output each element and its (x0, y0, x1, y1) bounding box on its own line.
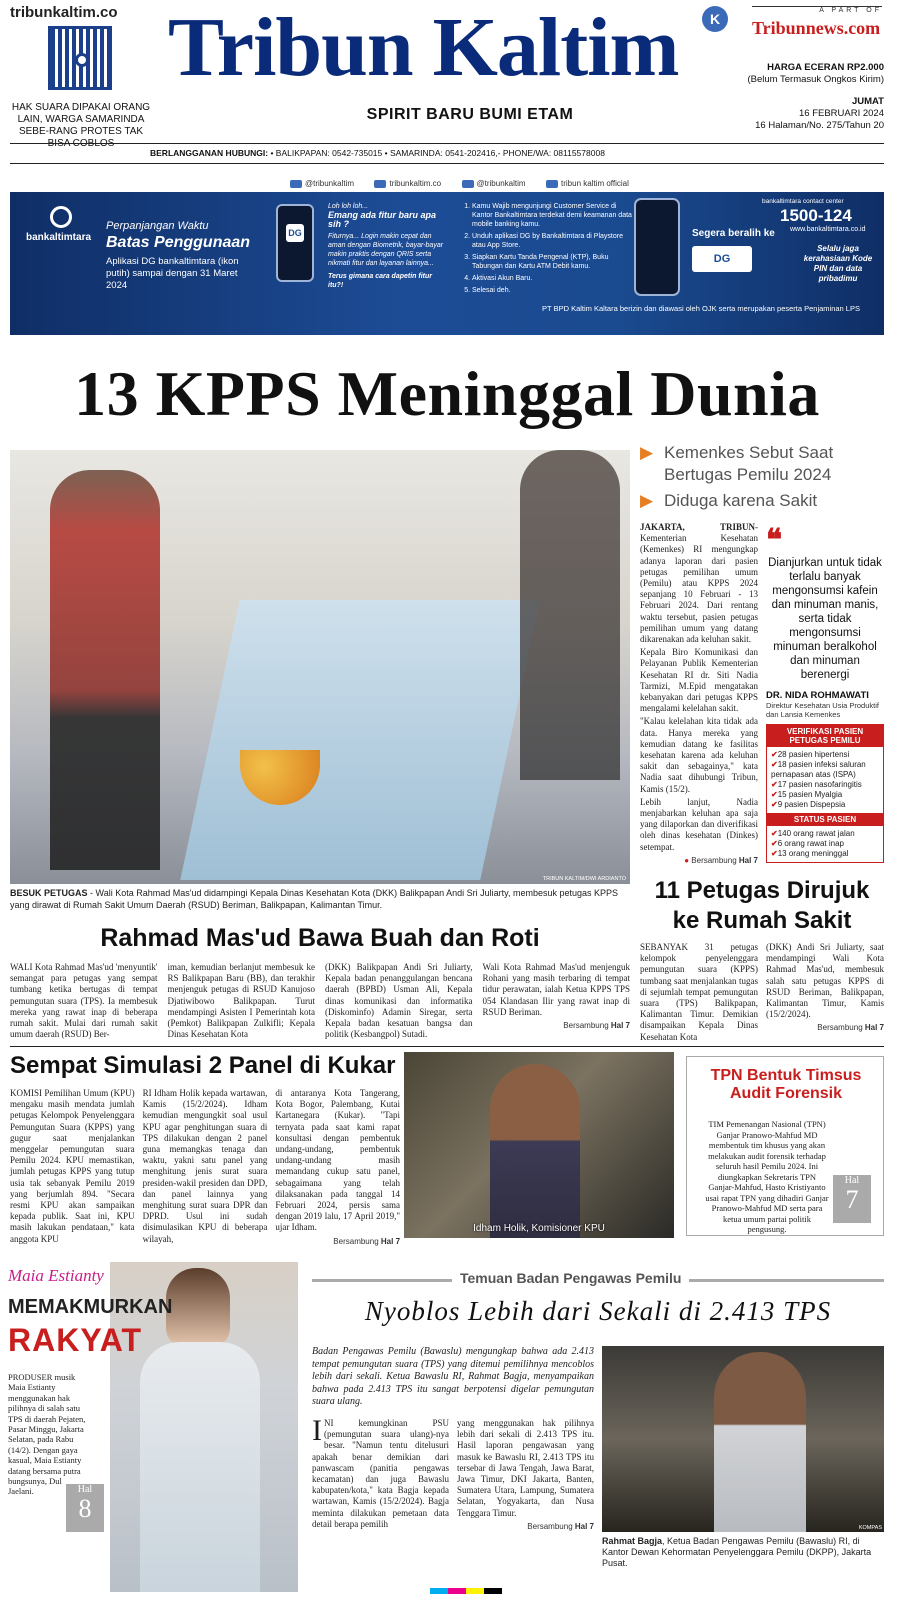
issue-day: JUMAT (851, 96, 884, 107)
network-brand[interactable]: Tribunnews.com (752, 18, 881, 38)
tpn-body: TIM Pemenangan Nasional (TPN) Ganjar Pranowo-Mahfud MD membentuk tim khusus yang akan melakukan audit forensik terhadap seluruh hasil Pemilu 2024. Ini diungkapkan Sekretaris TPN Ganjar-Mahfud, Hasto Kristiyanto usai rapat TPN yang dihadiri Ganjar Pranowo-Mahfud MD serta para ketua umum partai politik pengusung. (705, 1119, 829, 1234)
photo-figure-right (520, 450, 620, 780)
social-link[interactable]: tribun kaltim official (546, 179, 629, 188)
subscribe-bar (150, 148, 850, 158)
subhead: ▶ Kemenkes Sebut Saat Bertugas Pemilu 2024 (640, 443, 834, 484)
factbox-title: STATUS PASIEN (767, 813, 883, 826)
part-of-label: A PART OF (752, 6, 882, 14)
story4-columns (10, 1088, 400, 1247)
website[interactable]: www.bankaltimtara.co.id (790, 226, 866, 233)
continued-link[interactable]: Bersambung Hal 7 (817, 1023, 884, 1033)
factbox-list: ✔ 140 orang rawat jalan ✔ 6 orang rawat inap ✔ 13 orang meninggal (767, 826, 883, 862)
factbox (766, 724, 884, 863)
story3-columns (640, 942, 884, 1045)
story-para: "Kalau kelelahan kita tidak ada data. Hanya mereka yang kemudian datang ke fasilitas kesehatan karena ada keluhan sakit dan sebagainya," kata Nadia saat dihubungi Tribun, Kamis (15/2). (640, 716, 758, 794)
ad-footer: PT BPD Kaltim Kaltara berizin dan diawasi oleh OJK serta merupakan peserta Penjaminan LPS (542, 304, 860, 313)
caption-text: - Wali Kota Rahmad Mas'ud didampingi Kepala Dinas Kesehatan Kota (DKK) Balikpapan Andi Sri Juliarty, membesuk petugas KPPS yang dirawat di Rumah Sakit Umum Daerah (RSUD) Beriman, Balikpapan, Kalimantan Timur. (10, 888, 619, 910)
photo-caption (10, 888, 630, 911)
maia-box (6, 1262, 298, 1592)
maia-name: Maia Estianty (8, 1266, 104, 1285)
maia-body: PRODUSER musik Maia Estianty menggunakan hak pilihnya di salah satu TPS di daerah Pejaten, Pasar Minggu, Jakarta Selatan, pada Rabu (14/2). Dengan gaya kasual, Maia Estianty datang bersama putra bungsunya, Dul Jaelani. (8, 1372, 86, 1497)
photo-credit: TRIBUN KALTIM/DWI ARDIANTO (542, 876, 626, 882)
phone-mockup-2 (634, 198, 680, 296)
continued-link[interactable]: Bersambung Hal 7 (563, 1021, 630, 1031)
caption-text: , Ketua Badan Pengawas Pemilu (Bawaslu) RI, di Kantor Dewan Kehormatan Penyelenggara Pemilu (DKPP), Jakarta Pusat. (602, 1536, 872, 1568)
bawaslu-columns (312, 1414, 594, 1532)
social-icon (290, 180, 302, 188)
arrow-icon: ● (684, 855, 690, 865)
bank-logo-icon (50, 206, 72, 228)
bank-ad[interactable] (10, 192, 884, 335)
site-url[interactable]: tribunkaltim.co (10, 4, 118, 21)
tagline: SPIRIT BARU BUMI ETAM (366, 106, 574, 123)
ad-heading-2: Batas Penggunaan (106, 234, 251, 251)
price-note: (Belum Termasuk Ongkos Kirim) (747, 74, 884, 85)
story-column: KOMISI Pemilihan Umum (KPU) mengaku masih mendata jumlah petugas Kelompok Penyelenggara Pemungutan Suara (KPPS) yang gugur saat menjalankan menggelar pemungutan suara Pemilu 2024. KPU memastikan, jumlah petugas KPPS yang tutup usia tak sebanyak Pemilu 2019 yang berjumlah 894. "Secara resmi KPU akan sampaikan kepada publik. Saat ini, KPU masih lakukan pendataan," kata anggota KPU (10, 1088, 135, 1244)
qr-code (48, 26, 112, 90)
masthead-title: Tribun Kaltim (168, 1, 679, 94)
quote-box (766, 524, 884, 719)
social-link[interactable]: tribunkaltim.co (374, 179, 441, 188)
photo-figure-left (50, 470, 160, 870)
bawaslu-kicker: Temuan Badan Pengawas Pemilu (452, 1270, 689, 1286)
tpn-headline[interactable]: TPN Bentuk Timsus Audit Forensik (710, 1067, 862, 1102)
color-registration-bar (430, 1588, 502, 1594)
phone-mockup: DG (276, 204, 314, 282)
ad-steps: 1. Kamu Wajib mengunjungi Customer Service di Kantor Bankaltimtara terdekat demi keamanan data mobile banking kamu. 2. Unduh aplikasi DG by Bankaltimtara di Playstore atau App Store. 3. Siapkan Kartu Tanda Pengenal (KTP), Buku Tabungan dan Kartu ATM Debit kamu. 4. Aktivasi Akun Baru. 5. Selesai deh. (462, 202, 632, 295)
story-para: JAKARTA, TRIBUN- Kementerian Kesehatan (Kemenkes) RI mengungkap adanya laporan dari pasien petugas pemilihan umum (Pemilu) atau KPPS 2024 sepanjang 10 Februari - 13 Februari 2024. Dari rentang waktu tersebut, pasien petugas pemilihan umum yang datang dikarenakan ada keluhan sakit. (640, 522, 758, 645)
story3-headline[interactable]: 11 Petugas Dirujuk ke Rumah Sakit (654, 877, 870, 934)
story-column: NI kemungkinan PSU (pemungutan suara ulang)-nya besar. "Namun tentu ditelusuri apakah benar demikian dari panwascam (panitia pengawas kecamatan) dan juga Bawaslu kabupaten/kota," kata Bagja kepada wartawan, Kamis (15/2/2024). Bagja meminta dilakukan pemetaan data detail berapa pemilih (312, 1418, 449, 1529)
globe-icon (374, 180, 386, 188)
arrow-icon: ▶ (640, 491, 654, 510)
arrow-icon: ▶ (640, 443, 654, 462)
story4-headline[interactable]: Sempat Simulasi 2 Panel di Kukar (10, 1052, 396, 1079)
photo-person (714, 1352, 806, 1532)
story-column: SEBANYAK 31 petugas kelompok penyelenggara pemungutan suara (KPPS) tumbang saat menjalankan tugas di sejumlah tempat pemungutan suara (TPS) Balikpapan, Kalimantan Timur. Demikian disampaikan Kepala Dinas Kesehatan Kota (640, 942, 758, 1042)
story-column: (DKK) Andi Sri Juliarty, saat mendampingi Wali Kota Rahmad Mas'ud, membesuk salah satu petugas KPPS di RSUD Beriman, Balikpapan, Kalimantan Timur, Kamis (15/2/2024). (766, 942, 884, 1020)
social-links (290, 173, 790, 191)
quote-role: Direktur Kesehatan Usia Produktif dan Lansia Kemenkes (766, 701, 879, 719)
price-block (740, 62, 884, 132)
bank-name: bankaltimtara (26, 232, 92, 243)
continued-link[interactable]: Bersambung Hal 7 (527, 1521, 594, 1531)
kpu-photo (404, 1052, 674, 1238)
story-para: Lebih lanjut, Nadia menjabarkan keluhan apa saja yang dilaporkan dan diverifikasi oleh dinas kesehatan (Dinkes) setempat. (640, 796, 758, 852)
photo-bed (180, 600, 540, 880)
photo-caption: Idham Holik, Komisioner KPU (473, 1223, 605, 1234)
page-ref[interactable]: Hal 8 (66, 1484, 104, 1532)
page-ref[interactable]: Hal 7 (833, 1175, 871, 1223)
caption-lead: Rahmat Bagja (602, 1536, 663, 1546)
maia-kicker: MEMAKMURKAN (8, 1296, 173, 1318)
main-headline[interactable]: 13 KPPS Meninggal Dunia (74, 358, 820, 429)
switch-label: Segera beralih ke (692, 228, 775, 239)
bawaslu-photo (602, 1346, 884, 1532)
story-column: WALI Kota Rahmad Mas'ud 'menyuntik' semangat para petugas yang sempat tumbang ketika bertugas di tempat pemungutan suara (TPS). Ia membesuk mereka yang rawat inap di beberapa rumah sakit. Mulai dari rumah sakit umum daerah (RSUD) Ber- (10, 962, 158, 1040)
maia-title[interactable]: RAKYAT (8, 1322, 143, 1358)
ad-heading-1: Perpanjangan Waktu (106, 220, 209, 232)
social-link[interactable]: @tribunkaltim (462, 179, 526, 188)
subheads (640, 442, 884, 512)
price: HARGA ECERAN RP2.000 (767, 62, 884, 73)
subscribe-contacts: • BALIKPAPAN: 0542-735015 • SAMARINDA: 0541-202416,- PHONE/WA: 08115578008 (270, 148, 605, 158)
bawaslu-headline[interactable]: Nyoblos Lebih dari Sekali di 2.413 TPS (364, 1296, 832, 1326)
caption-lead: BESUK PETUGAS (10, 888, 88, 898)
story-column: yang menggunakan hak pilihnya lebih dari sekali di 2.413 TPS itu. Hasil laporan pengawasan yang masuk ke Bawaslu RI, 2.413 TPS itu tersebar di Jawa Tengah, Jawa Barat, Jawa Timur, DKI Jakarta, Banten, Sumatera Utara, Lampung, Sumatera Selatan, Yogyakarta, dan Nusa Tenggara Timur. (457, 1418, 594, 1518)
continued-link[interactable]: ● Bersambung Hal 7 (684, 855, 758, 865)
story-column: (DKK) Balikpapan Andi Sri Juliarty, Kepala badan penanggulangan bencana daerah (BPBD) Usman Ali, Kepala dinas komunikasi dan informatika (Diskominfo) Adamin Siregar, serta Kepala badan kesatuan bangsa dan politik (Kesbangpol) Sutadi. (325, 962, 473, 1040)
contact-label: bankaltimtara contact center (762, 198, 844, 205)
kompas-logo-icon: K (702, 6, 728, 32)
privacy-note: Selalu jaga kerahasiaan Kode PIN dan data pribadimu (803, 244, 873, 283)
bawaslu-caption (602, 1536, 884, 1569)
subhead: ▶ Diduga karena Sakit (640, 491, 818, 510)
story-para: Kepala Biro Komunikasi dan Pelayanan Publik Kementerian Kesehatan RI dr. Siti Nadia Tarmizi, M.Epid mengatakan kebanyakan dari petugas KPPS mengalami kelelahan sakit. (640, 647, 758, 714)
ad-body: Aplikasi DG bankaltimtara (ikon putih) sampai dengan 31 Maret 2024 (106, 256, 239, 291)
dropcap: I (312, 1414, 322, 1447)
story-column: Wali Kota Rahmad Mas'ud menjenguk Rohani yang masih terbaring di tempat tidur perawatan, ialah Ketua KPPS TPS 054 Klandasan Ilir yang rawat inap di RSUD Beriman. (482, 962, 630, 1017)
dg-app-icon: DG (692, 246, 752, 272)
bawaslu-kicker-bar (312, 1270, 884, 1290)
main-photo (10, 450, 630, 884)
photo-person (490, 1064, 580, 1238)
ad-chat: Loh loh loh... Emang ada fitur baru apa sih ? Fiturnya... Login makin cepat dan aman dengan Biometrik, bayar-bayar makin praktis dengan QRIS serta nikmati fitur dan layanan lainnya... Terus gimana cara dapetin fitur itu?! (328, 203, 444, 289)
quote-name: DR. NIDA ROHMAWATI (766, 690, 869, 701)
story-column: iman, kemudian berlanjut membesuk ke RS Balikpapan Baru (BB), dan terakhir menjenguk petugas di RSUD Kanujoso Djatiwibowo Balikpapan. Turut mendampingi Asisten I Pemerintah kota (Pemkot) Balikpapan Zulkifli; Kepala Dinas Kesehatan Kota (167, 962, 315, 1040)
phone-number[interactable]: 1500-124 (780, 206, 852, 225)
photo-credit: KOMPAS (858, 1525, 882, 1531)
factbox-list: ✔ 28 pasien hipertensi ✔ 18 pasien infeksi saluran pernapasan atas (ISPA) ✔ 17 pasien nasofaringitis ✔ 15 pasien Myalgia ✔ 9 pasien Dispepsia (767, 747, 883, 813)
social-link[interactable]: @tribunkaltim (290, 179, 354, 188)
subscribe-label: BERLANGGANAN HUBUNGI: (150, 148, 269, 158)
main-story (640, 522, 758, 865)
bawaslu-intro: Badan Pengawas Pemilu (Bawaslu) mengungkap bahwa ada 2.413 tempat pemungutan suara (TPS) yang ditemui pemilihnya mencoblos lebih dari sekali. Ketua Bawaslu RI, Rahmat Bagja, menyampaikan bahwa pada 2.413 TPS itu sangat berpotensi digelar pemungutan suara ulang. (312, 1346, 594, 1407)
continued-link[interactable]: Bersambung Hal 7 (333, 1236, 401, 1246)
masthead (0, 0, 922, 160)
tpn-box (686, 1056, 884, 1236)
quote-text: Dianjurkan untuk tidak terlalu banyak mengonsumsi kafein dan minuman manis, serta tidak mengonsumsi minuman beralkohol dan minuman berenergi (768, 557, 882, 681)
story-column: di antaranya Kota Tangerang, Kota Bogor, Palembang, Kutai Kartanegara (Kukar). "Tapi ternyata pada saat kami rapat konsultasi dengan pembentuk undang-undang, pembentuk undang-undang masih memandang cukup satu panel, sebagaimana yang telah dilaksanakan pada tanggal 14 Februari 2024, persis sama dengan 2019 lalu, 17 April 2019," ujar Idham. (275, 1088, 401, 1233)
story2-columns (10, 962, 630, 1042)
issue-edition: 16 Halaman/No. 275/Tahun 20 (755, 120, 884, 131)
story-column: RI Idham Holik kepada wartawan, Kamis (15/2/2024). Idham kemudian mengungkit soal usul KPU agar penghitungan suara di TPS dilakukan dengan 2 panel guna memangkas tenaga dan waktu, yakni satu panel yang menghitung jenis surat suara presiden-wakil presiden dan DPD, dan panel lainnya yang menghitung surat suara DPR dan DPRD. Usul ini sudah disimulasikan KPU di beberapa wilayah, (142, 1088, 268, 1244)
video-icon (546, 180, 558, 188)
story2-headline[interactable]: Rahmad Mas'ud Bawa Buah dan Roti (100, 924, 540, 952)
factbox-title: VERIFIKASI PASIEN PETUGAS PEMILU (767, 725, 883, 747)
left-teaser[interactable]: HAK SUARA DIPAKAI ORANG LAIN, WARGA SAMARINDA SEBE-RANG PROTES TAK (11, 102, 151, 137)
social-icon (462, 180, 474, 188)
quote-icon: ❝ (766, 524, 783, 557)
issue-date: 16 FEBRUARI 2024 (798, 108, 884, 119)
